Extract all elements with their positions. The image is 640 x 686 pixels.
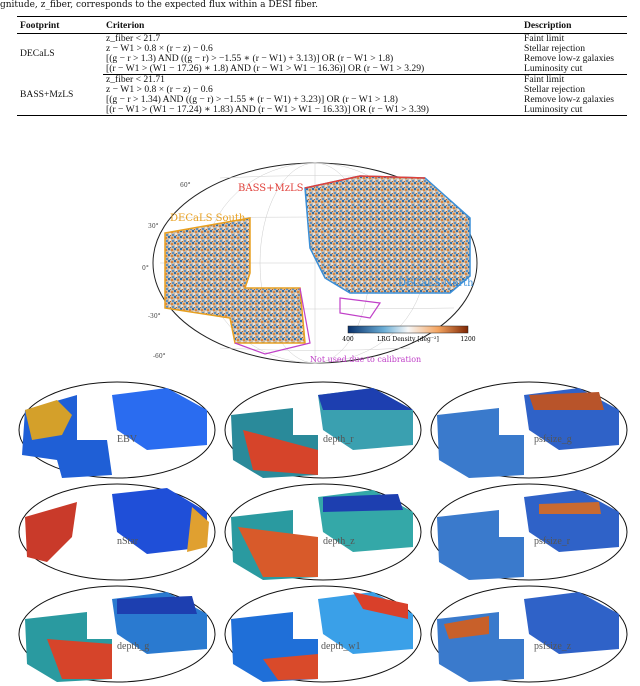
bass-mzls-region (305, 176, 470, 293)
criterion-cell: z − W1 > 0.8 × (r − z) − 0.6 (106, 84, 213, 95)
dec-tick: 30° (148, 223, 159, 230)
colorbar-label: LRG Density [deg⁻²] (377, 336, 439, 343)
description-cell: Remove low-z galaxies (524, 53, 615, 64)
panel-label: EBV (117, 434, 137, 445)
selection-criteria-table (17, 16, 627, 116)
dec-tick: -60° (153, 353, 166, 360)
panel-depth-w1 (223, 584, 423, 684)
criterion-cell: [(g − r > 1.34) AND ((g − r) > −1.55 ∗ (r − W1) + 3.23)] OR (r − W1 > 1.8) (106, 94, 398, 105)
criterion-cell: [(g − r > 1.3) AND ((g − r) > −1.55 ∗ (r − W1) + 3.13)] OR (r − W1 > 1.8) (106, 53, 394, 64)
colorbar (348, 326, 468, 333)
panel-psfsize-r (429, 482, 629, 582)
panel-depth-r (223, 380, 423, 480)
criterion-cell: [(r − W1 > (W1 − 17.26) ∗ 1.8) AND (r − W1 > W1 − 16.36)] OR (r − W1 > 3.29) (103, 64, 521, 75)
panel-label: depth_r (323, 434, 354, 445)
criterion-cell: z_fiber < 21.71 (106, 74, 165, 85)
footprint-cell: BASS+MzLS (17, 75, 103, 116)
criterion-cell: z_fiber < 21.7 (106, 33, 161, 44)
dec-tick: 60° (180, 182, 191, 189)
panel-label: psfsize_z (534, 641, 572, 652)
panel-label: depth_z (323, 536, 355, 547)
criterion-cell: z − W1 > 0.8 × (r − z) − 0.6 (106, 43, 213, 54)
panel-label: depth_w1 (321, 641, 361, 652)
description-cell: Faint limit (524, 33, 565, 44)
lrg-density-map (142, 158, 480, 368)
description-cell: Stellar rejection (524, 43, 586, 54)
panel-psfsize-z (429, 584, 629, 684)
figure-caption: gnitude, z_fiber, corresponds to the expected flux within a DESI fiber. (0, 0, 318, 10)
criterion-cell: [(r − W1 > (W1 − 17.24) ∗ 1.83) AND (r − W1 > W1 − 16.33)] OR (r − W1 > 3.39) (103, 105, 521, 116)
dec-tick: -30° (148, 313, 161, 320)
panel-depth-g (17, 584, 217, 684)
description-cell: Luminosity cut (521, 64, 627, 75)
panel-ebv (17, 380, 217, 480)
colorbar-min: 400 (342, 336, 354, 343)
systematics-grid (17, 380, 629, 685)
panel-psfsize-g (429, 380, 629, 480)
colorbar-max: 1200 (460, 336, 476, 343)
label-decals-north: DECaLS North (398, 278, 474, 289)
header-criterion: Criterion (103, 17, 521, 34)
panel-label: depth_g (117, 641, 150, 652)
label-bass-mzls: BASS+MzLS (238, 183, 304, 194)
table-row (17, 105, 627, 116)
description-cell: Luminosity cut (521, 105, 627, 116)
description-cell: Stellar rejection (524, 84, 586, 95)
label-decals-south: DECaLS South (170, 213, 246, 224)
panel-label: nStar (117, 536, 139, 547)
table-row (17, 64, 627, 75)
panel-depth-z (223, 482, 423, 582)
footprint-cell: DECaLS (20, 48, 55, 60)
panel-nstar (17, 482, 217, 582)
description-cell: Remove low-z galaxies (524, 94, 615, 105)
description-cell: Faint limit (524, 74, 565, 85)
label-excluded: Not used due to calibration (310, 355, 422, 364)
table-header-row (17, 17, 627, 34)
panel-label: psfsize_g (534, 434, 572, 445)
dec-tick: 0° (142, 265, 149, 272)
header-footprint: Footprint (17, 17, 103, 34)
panel-label: psfsize_r (534, 536, 571, 547)
header-description: Description (521, 17, 627, 34)
